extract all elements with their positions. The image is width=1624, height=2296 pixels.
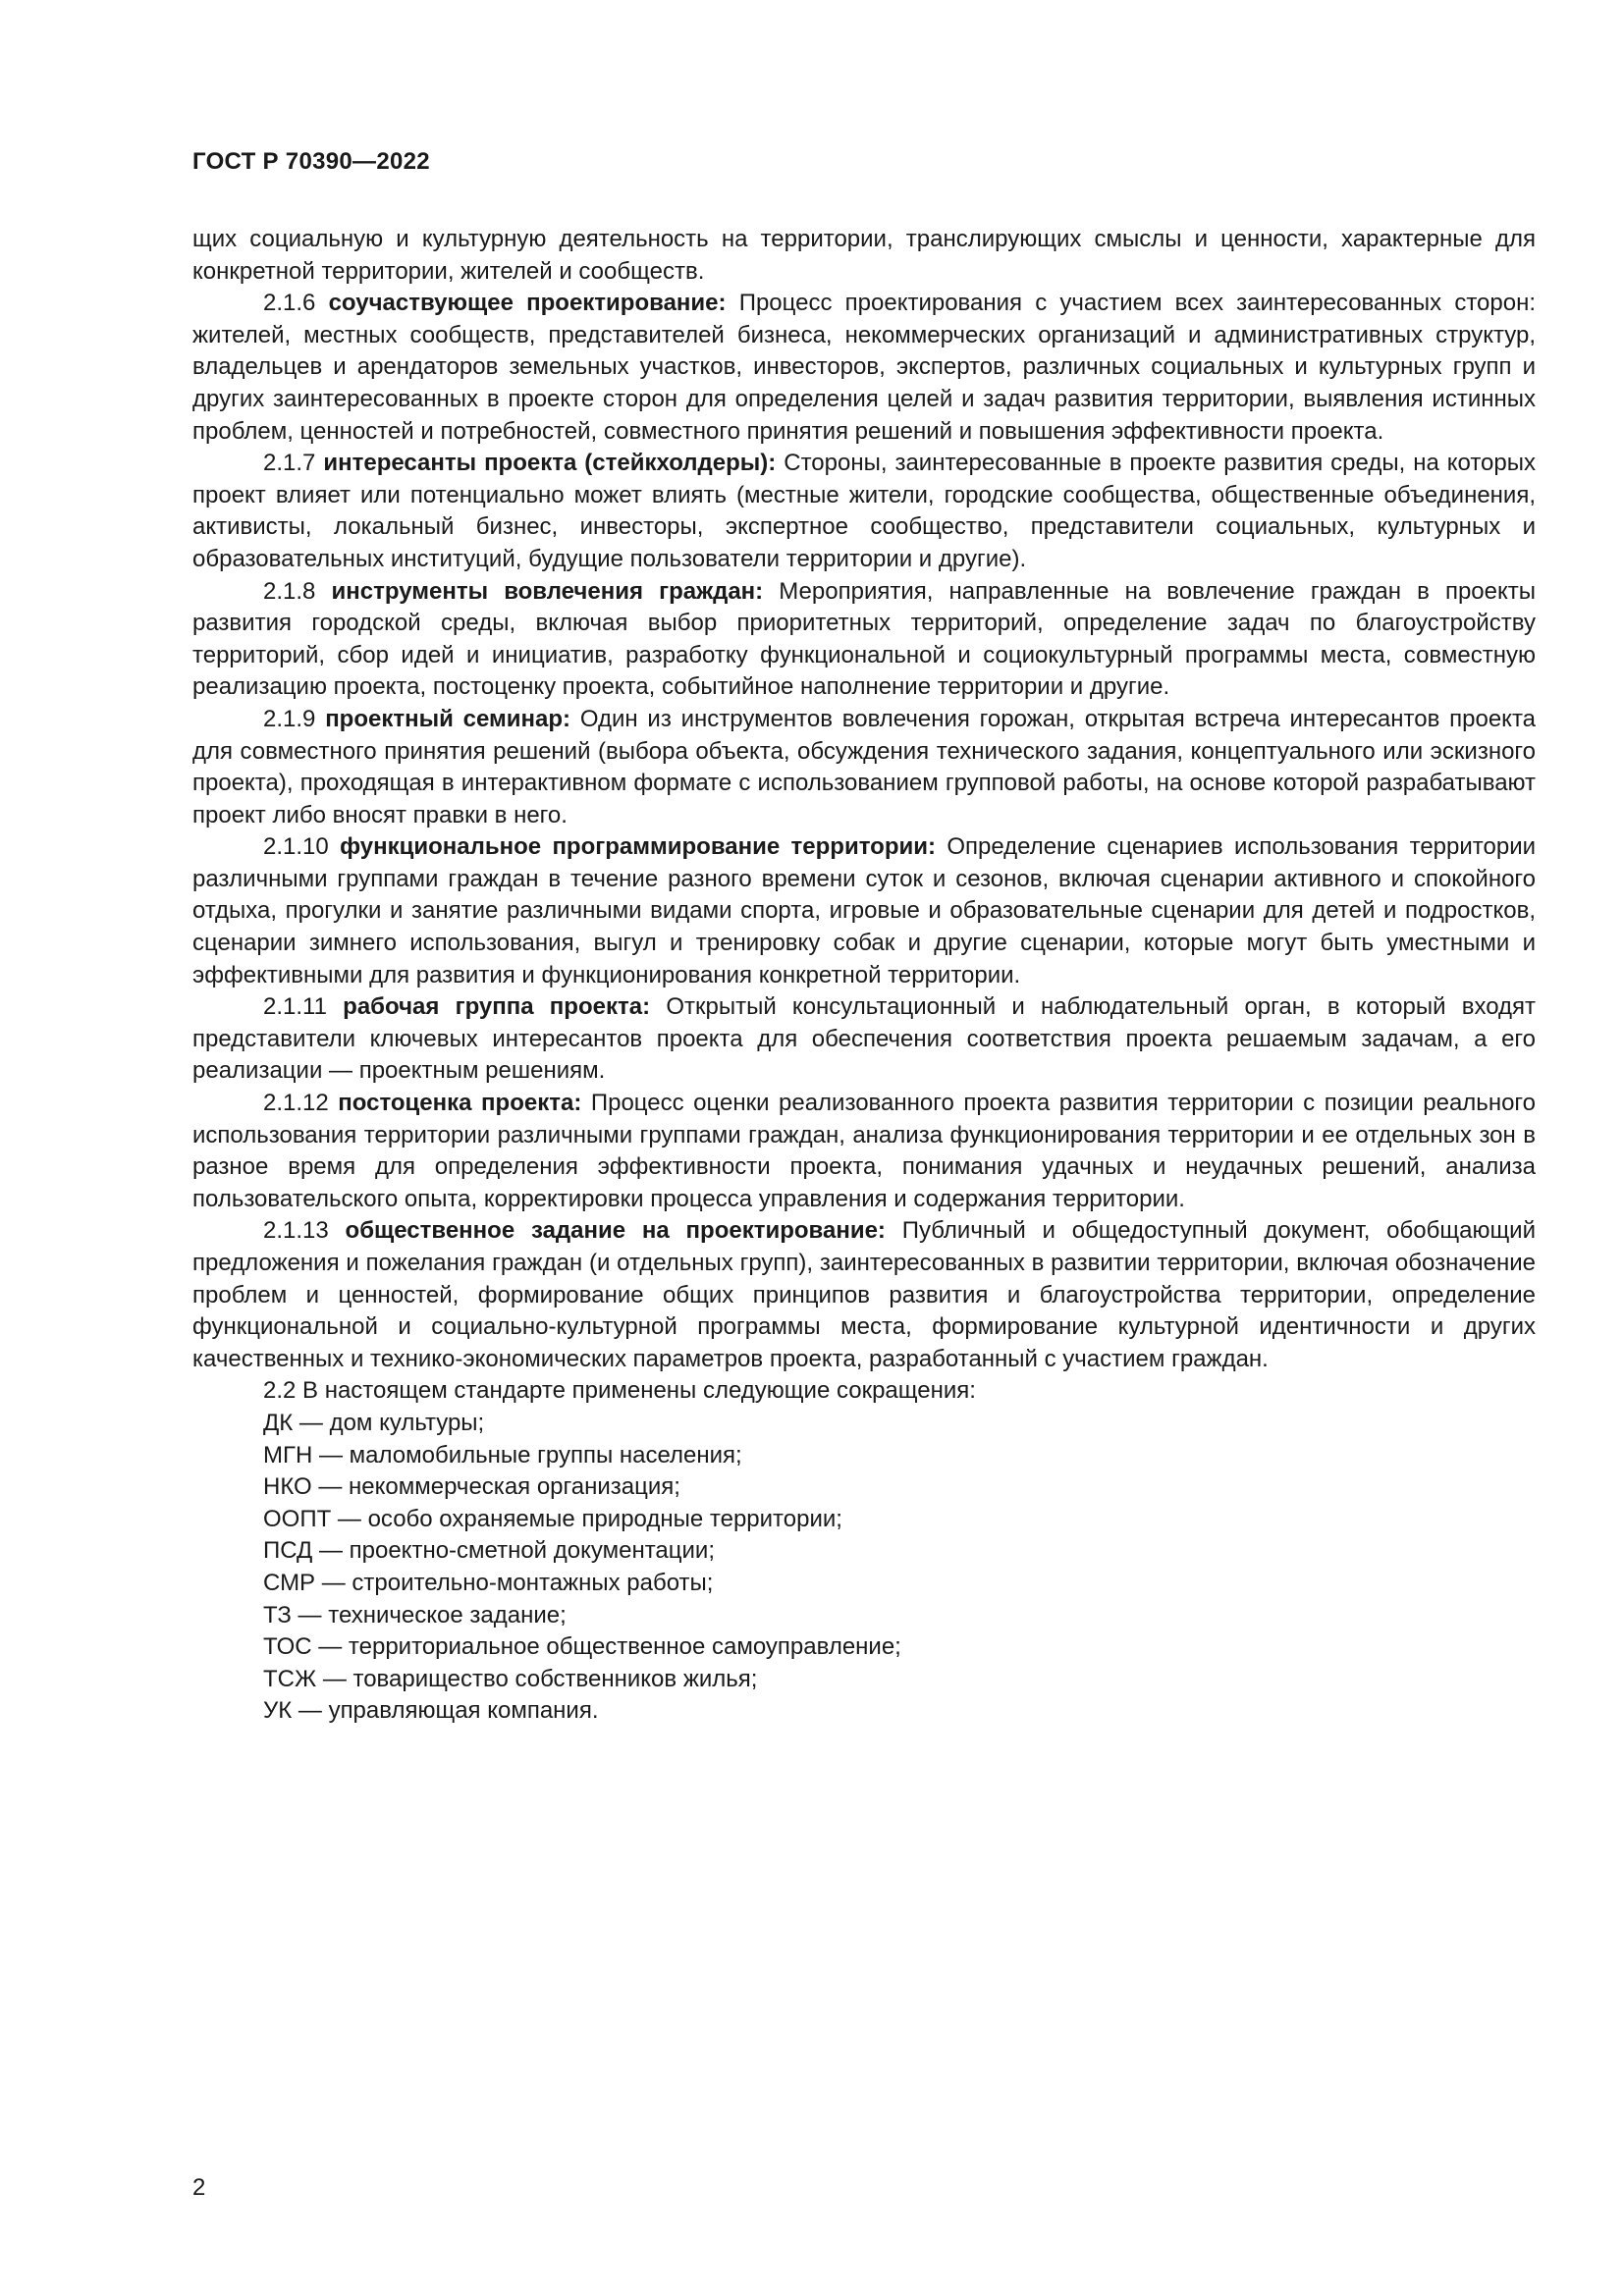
definition-text: Открытый консультационный и наблюдательный орган, в который входят представители ключевых интересантов проекта для обеспечения соответствия проекта решаемым задачам, а его реализации — проектным решениям. [192,993,1537,1085]
document-body [192,224,1536,1728]
definition-number: 2.1.9 [263,705,316,732]
definition-number: 2.1.12 [263,1090,329,1117]
definition-number: 2.1.7 [263,450,316,477]
abbreviation-item: УК — управляющая компания. [263,1697,599,1725]
definition-term: общественное задание на проектирование: [345,1217,886,1245]
definition-term: рабочая группа проекта: [343,993,651,1021]
abbreviations-intro: 2.2 В настоящем стандарте применены следующие сокращения: [263,1377,976,1405]
definition-text: Процесс оценки реализованного проекта развития территории с позиции реального использования территории различными группами граждан, анализа функционирования территории и ее отдельных зон в разное время для определения эффективности проекта, понимания удачных и неудачных решений, анализа пользовательского опыта, корректировки процесса управления и содержания территории. [192,1090,1536,1212]
definition-paragraph [192,991,1536,1088]
definition-text: Один из инструментов вовлечения горожан, открытая встреча интересантов проекта для совместного принятия решений (выбора объекта, обсуждения технического задания, концептуального или эскизного проекта), проходящая в интерактивном формате с использованием групповой работы, на основе которой разрабатывают проект либо вносят правки в него. [192,705,1537,828]
intro-continuation-paragraph: щих социальную и культурную деятельность на территории, транслирующих смыслы и ценности, характерные для конкретной территории, жителей и сообществ. [192,226,1536,285]
abbreviation-item: МГН — маломобильные группы населения; [263,1441,742,1468]
definition-paragraph [192,1215,1536,1375]
definition-term: функциональное программирование территории: [340,833,936,861]
definition-number: 2.1.10 [263,833,329,861]
abbreviation-item: СМР — строительно-монтажных работы; [263,1569,714,1596]
definition-paragraph [192,576,1536,704]
definition-paragraph [192,1088,1536,1215]
definition-paragraph [192,704,1536,831]
abbreviation-item: ТСЖ — товарищество собственников жилья; [263,1665,758,1692]
definition-term: постоценка проекта: [338,1090,582,1117]
abbreviation-item: ТОС — территориальное общественное самоуправление; [263,1633,901,1661]
definition-term: инструменты вовлечения граждан: [331,577,764,605]
definition-text: Мероприятия, направленные на вовлечение граждан в проекты развития городской среды, включая выбор приоритетных территорий, определение задач по благоустройству территорий, сбор идей и инициатив, разработку функциональной и социокультурный программы места, совместную реализацию проекта, постоценку проекта, событийное наполнение территории и другие. [192,577,1537,701]
definition-text: Процесс проектирования с участием всех заинтересованных сторон: жителей, местных сообществ, представителей бизнеса, некоммерческих организаций и административных структур, владельцев и арендаторов земельных участков, инвесторов, экспертов, различных социальных и культурных групп и других заинтересованных в проекте сторон для определения целей и задач развития территории, выявления истинных проблем, ценностей и потребностей, совместного принятия решений и повышения эффективности проекта. [192,290,1537,445]
abbreviation-item: НКО — некоммерческая организация; [263,1473,680,1501]
definition-paragraph [192,288,1536,448]
definition-paragraph [192,831,1536,991]
abbreviation-item: ТЗ — техническое задание; [263,1601,567,1629]
definition-number: 2.1.13 [263,1217,329,1245]
definition-number: 2.1.11 [263,993,327,1021]
definition-number: 2.1.6 [263,290,316,317]
definition-text: Публичный и общедоступный документ, обобщающий предложения и пожелания граждан (и отдельных групп), заинтересованных в развитии территории, включая обозначение проблем и ценностей, формирование общих принципов развития и благоустройства территории, определение функциональной и социально-культурной программы места, формирование культурной идентичности и других качественных и технико-экономических параметров проекта, разработанный с участием граждан. [192,1217,1536,1372]
abbreviation-item: ПСД — проектно-сметной документации; [263,1537,716,1565]
definition-term: проектный семинар: [325,705,571,732]
abbreviation-item: ДК — дом культуры; [263,1409,485,1436]
abbreviation-item: ООПТ — особо охраняемые природные территории; [263,1505,842,1532]
abbreviations-list [192,1408,1536,1728]
document-header: ГОСТ Р 70390—2022 [192,148,430,175]
page-number: 2 [192,2174,206,2201]
definition-paragraph [192,448,1536,575]
definition-text: Определение сценариев использования территории различными группами граждан в течение разного времени суток и сезонов, включая сценарии активного и спокойного отдыха, прогулки и занятие различными видами спорта, игровые и образовательные сценарии для детей и подростков, сценарии зимнего использования, выгул и тренировку собак и другие сценарии, которые могут быть уместными и эффективными для развития и функционирования конкретной территории. [192,833,1537,988]
definition-term: соучаствующее проектирование: [328,290,727,317]
definition-text: Стороны, заинтересованные в проекте развития среды, на которых проект влияет или потенциально может влиять (местные жители, городские сообщества, общественные объединения, активисты, локальный бизнес, инвесторы, экспертное сообщество, представители социальных, культурных и образовательных институций, будущие пользователи территории и другие). [192,450,1536,572]
definition-number: 2.1.8 [263,577,316,605]
definition-term: интересанты проекта (стейкхолдеры): [323,450,777,477]
